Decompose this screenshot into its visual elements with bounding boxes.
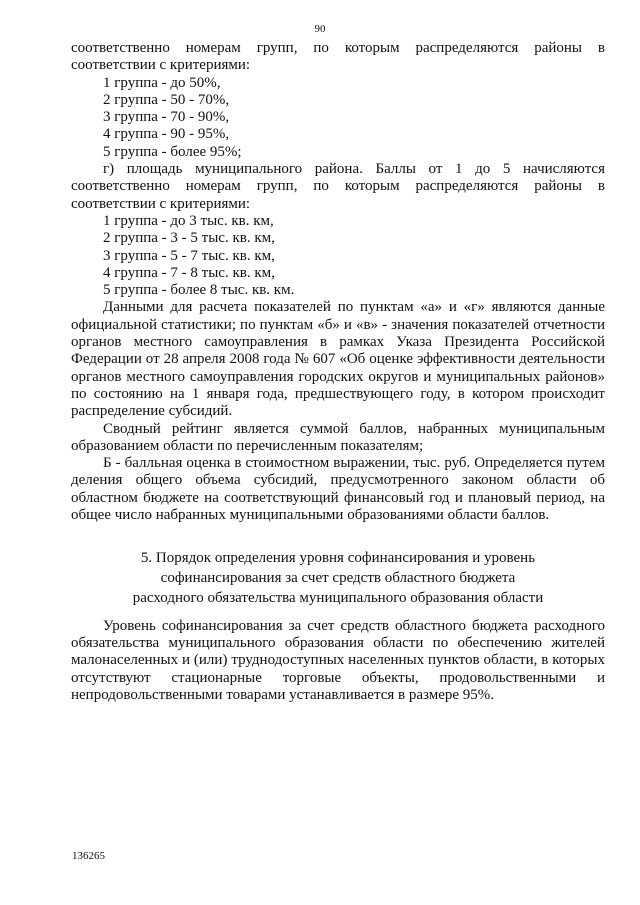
page-number: 90 <box>314 23 326 35</box>
paragraph-area-criterion: г) площадь муниципального района. Баллы от 1 до 5 начисляются соответственно номерам групп, по которым распределяются районы в соответствии с критериями: <box>71 161 605 212</box>
list-item: 1 группа - до 50%, <box>103 74 221 91</box>
section-heading-line: софинансирования за счет средств областного бюджета <box>160 570 516 586</box>
list-item: 3 группа - 5 - 7 тыс. кв. км, <box>103 247 275 264</box>
paragraph-criteria-groups-intro: соответственно номерам групп, по которым распределяются районы в соответствии с критериями: <box>71 40 605 74</box>
paragraph-cofinancing-level: Уровень софинансирования за счет средств областного бюджета расходного обязательства муниципального образования области по обеспечению жителей малонаселенных и (или) труднодоступных населенных пунктов области, в которых отсутствуют стационарные торговые объекты, продовольственными и непродовольственными товарами устанавливается в размере 95%. <box>71 618 605 703</box>
list-item: 2 группа - 50 - 70%, <box>103 91 230 108</box>
list-item: 3 группа - 70 - 90%, <box>103 109 230 126</box>
list-item: 2 группа - 3 - 5 тыс. кв. км, <box>103 230 275 247</box>
section-body <box>71 618 605 704</box>
document-code: 136265 <box>72 850 105 862</box>
paragraph-summary-rating: Сводный рейтинг является суммой баллов, набранных муниципальным образованием области по перечисленным показателям; <box>71 420 605 454</box>
document-body <box>71 40 605 524</box>
list-item: 4 группа - 7 - 8 тыс. кв. км, <box>103 264 275 281</box>
section-heading-line: расходного обязательства муниципального образования области <box>132 590 544 606</box>
paragraph-data-sources: Данными для расчета показателей по пунктам «а» и «г» являются данные официальной статистики; по пунктам «б» и «в» - значения показателей отчетности органов местного самоуправления в рамках Указа Президента Российской Федерации от 28 апреля 2008 года № 607 «Об оценке эффективности деятельности органов местного самоуправления городских округов и муниципальных районов» по состоянию на 1 января года, предшествующего году, в котором происходит распределение субсидий. <box>71 299 605 420</box>
list-item: 4 группа - 90 - 95%, <box>103 126 230 143</box>
list-item: 1 группа - до 3 тыс. кв. км, <box>103 212 274 229</box>
section-heading-line: 5. Порядок определения уровня софинансирования и уровень <box>140 550 536 566</box>
paragraph-score-value: Б - балльная оценка в стоимостном выражении, тыс. руб. Определяется путем деления общего объема субсидий, предусмотренного законом области об областном бюджете на соответствующий финансовый год и плановый период, на общее число набранных муниципальными образованиями области баллов. <box>71 455 605 524</box>
criteria-list-area <box>71 213 605 299</box>
list-item: 5 группа - более 8 тыс. кв. км. <box>103 282 295 299</box>
criteria-list-percent <box>71 75 605 161</box>
list-item: 5 группа - более 95%; <box>103 143 242 160</box>
section-heading <box>71 548 605 608</box>
